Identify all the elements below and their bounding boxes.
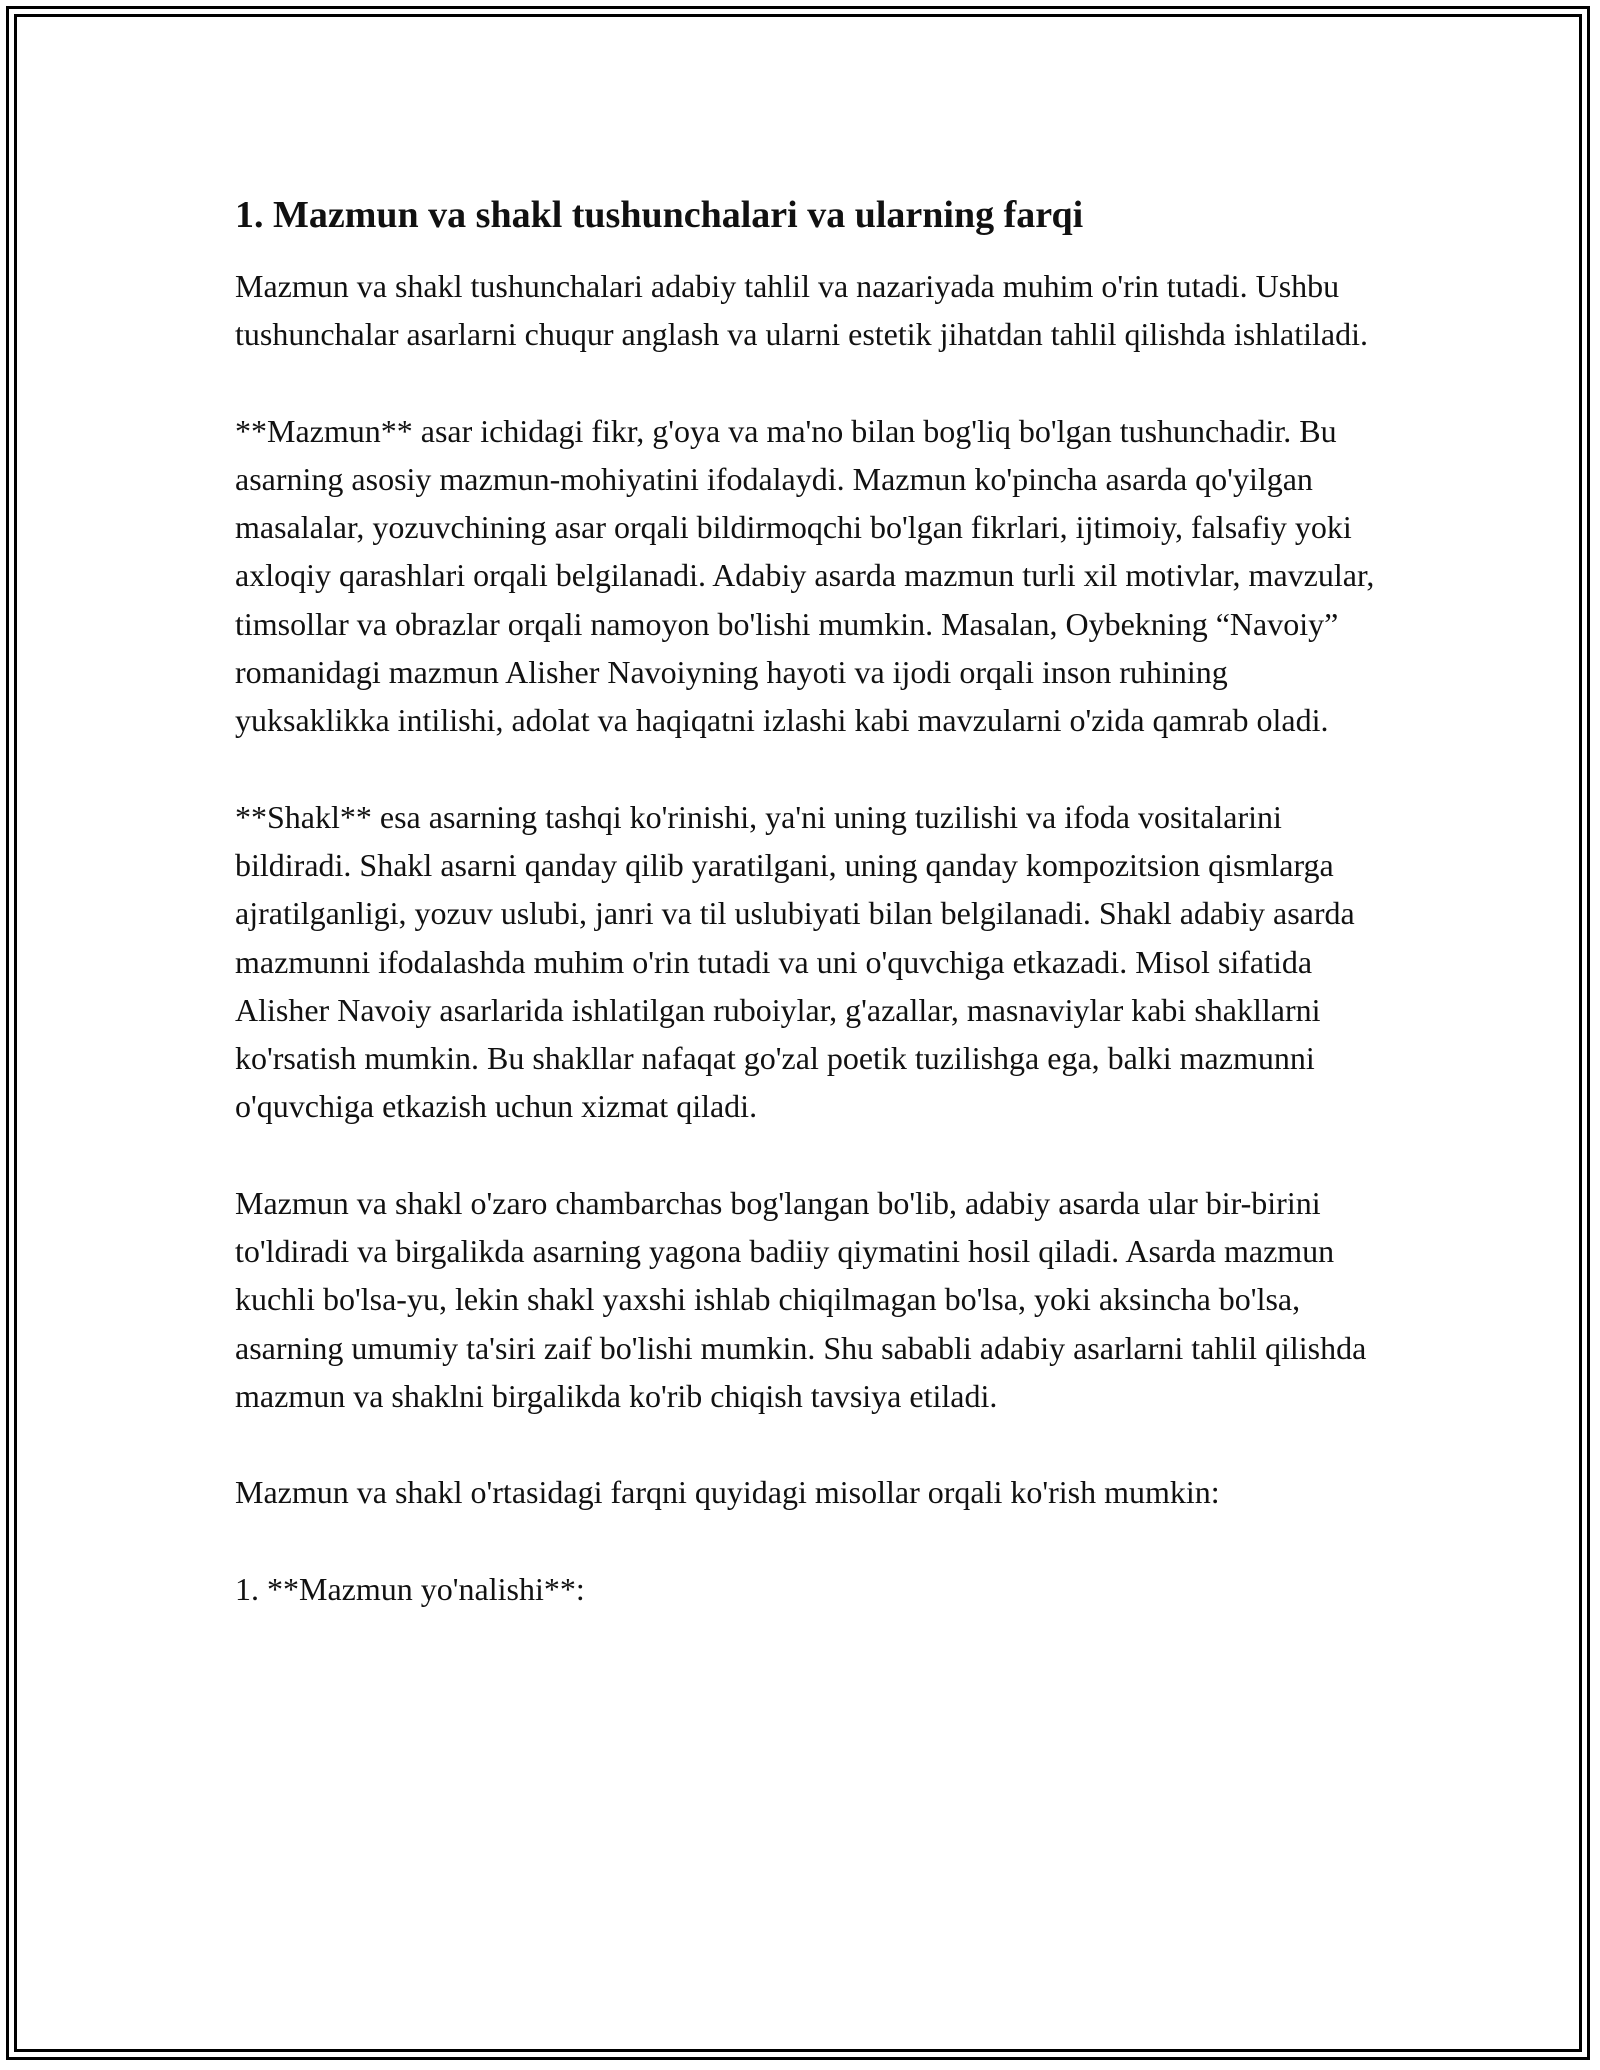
paragraph-examples-intro: Mazmun va shakl o'rtasidagi farqni quyidagi misollar orqali ko'rish mumkin: xyxy=(235,1474,1220,1511)
document-body xyxy=(235,186,1385,1661)
paragraph-relationship: Mazmun va shakl o'zaro chambarchas bog'langan bo'lib, adabiy asarda ular bir-birini to'ldiradi va birgalikda asarning yagona badiiy qiymatini hosil qiladi. Asarda mazmun kuchli bo'lsa-yu, lekin shakl yaxshi ishlab chiqilmagan bo'lsa, yoki aksincha bo'lsa, asarning umumiy ta'siri zaif bo'lishi mumkin. Shu sababli adabiy asarlarni tahlil qilishda mazmun va shaklni birgalikda ko'rib chiqish tavsiya etiladi. xyxy=(235,1184,1367,1414)
paragraph-mazmun: **Mazmun** asar ichidagi fikr, g'oya va ma'no bilan bog'liq bo'lgan tushunchadir. Bu asarning asosiy mazmun-mohiyatini ifodalaydi. Mazmun ko'pincha asarda qo'yilgan masalalar, yozuvchining asar orqali bildirmoqchi bo'lgan fikrlari, ijtimoiy, falsafiy yoki axloqiy qarashlari orqali belgilanadi. Adabiy asarda mazmun turli xil motivlar, mavzular, timsollar va obrazlar orqali namoyon bo'lishi mumkin. Masalan, Oybekning “Navoiy” romanidagi mazmun Alisher Navoiyning hayoti va ijodi orqali inson ruhining yuksaklikka intilishi, adolat va haqiqatni izlashi kabi mavzularni o'zida qamrab oladi. xyxy=(235,412,1375,739)
paragraph-intro: Mazmun va shakl tushunchalari adabiy tahlil va nazariyada muhim o'rin tutadi. Ushbu tushunchalar asarlarni chuqur anglash va ularni estetik jihatdan tahlil qilishda ishlatiladi. xyxy=(235,268,1369,353)
section-heading: 1. Mazmun va shakl tushunchalari va ularning farqi xyxy=(235,194,1084,236)
paragraph-shakl: **Shakl** esa asarning tashqi ko'rinishi, ya'ni uning tuzilishi va ifoda vositalarini bildiradi. Shakl asarni qanday qilib yaratilgani, uning qanday kompozitsion qismlarga ajratilganligi, yozuv uslubi, janri va til uslubiyati bilan belgilanadi. Shakl adabiy asarda mazmunni ifodalashda muhim o'rin tutadi va uni o'quvchiga etkazadi. Misol sifatida Alisher Navoiy asarlarida ishlatilgan ruboiylar, g'azallar, masnaviylar kabi shakllarni ko'rsatish mumkin. Bu shakllar nafaqat go'zal poetik tuzilishga ega, balki mazmunni o'quvchiga etkazish uchun xizmat qiladi. xyxy=(235,798,1355,1125)
list-item-mazmun-direction: 1. **Mazmun yo'nalishi**: xyxy=(235,1570,585,1607)
